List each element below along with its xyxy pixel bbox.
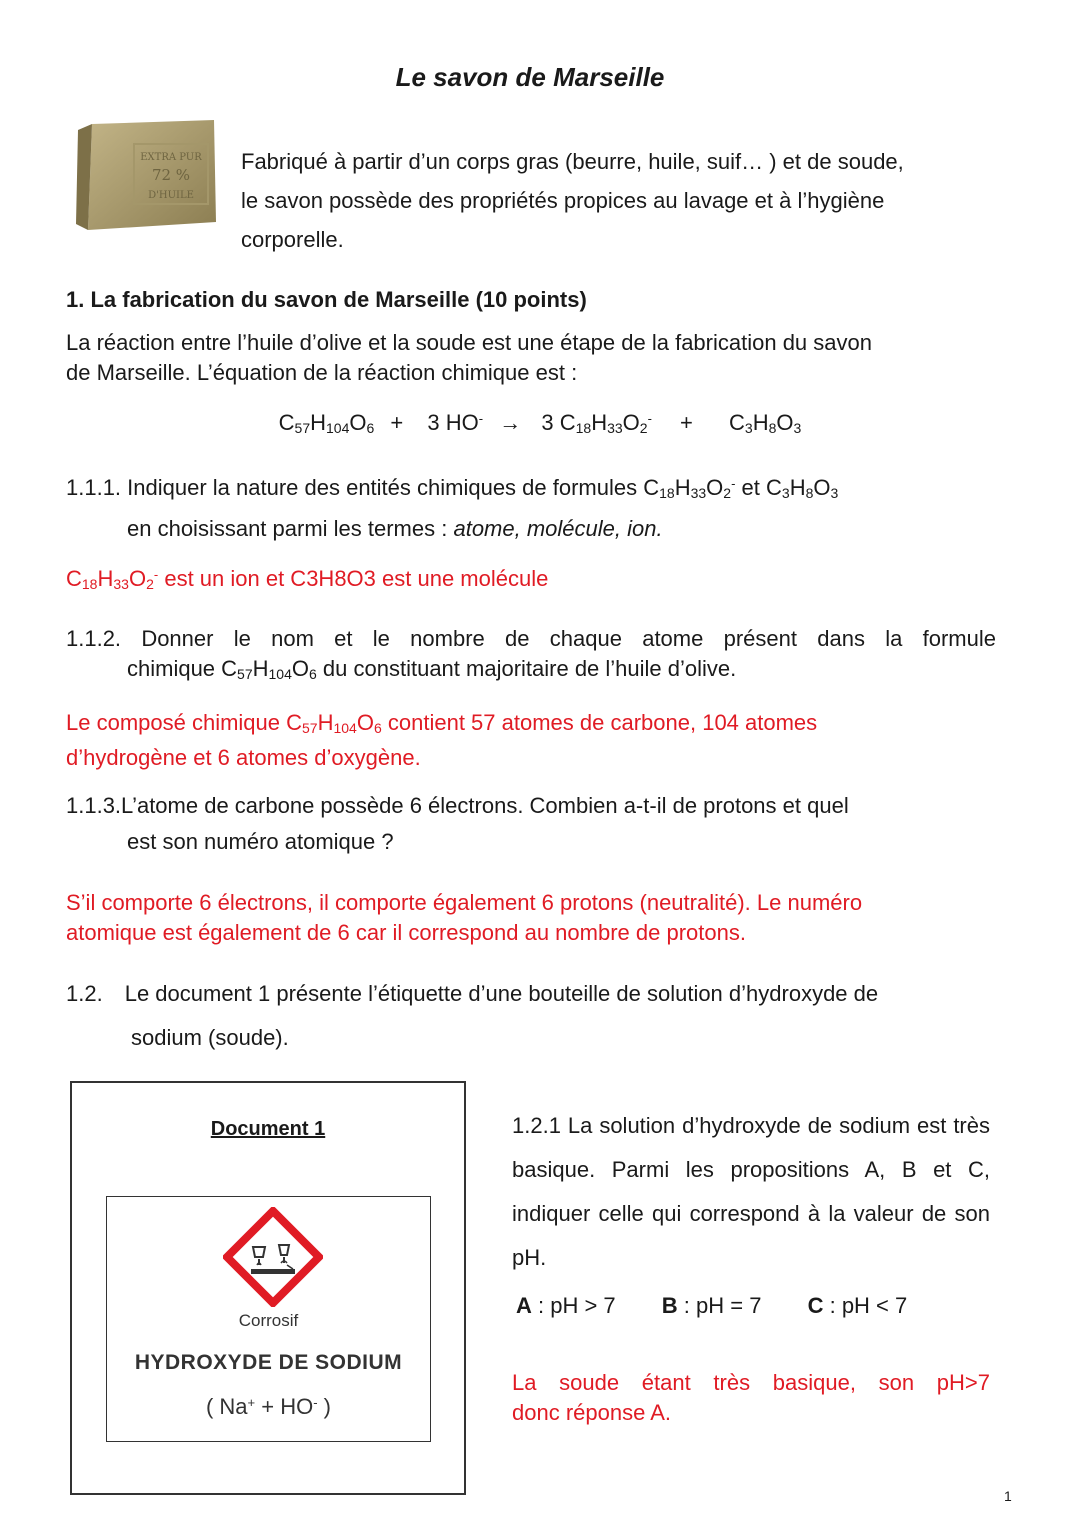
answer-1-1-3: S’il comporte 6 électrons, il comporte également 6 protons (neutralité). Le numéro atomique est également de 6 car il correspond au nombre de protons.	[66, 890, 863, 945]
intro-paragraph: Fabriqué à partir d’un corps gras (beurre, huile, suif… ) et de soude, le savon possède des propriétés propices au lavage et à l’hygiène corporelle.	[241, 149, 904, 252]
answer-1-1-1: $C_{18}H_{33}O_2^-$ est un ion et C3H8O3 est une molécule	[66, 566, 549, 592]
page-title: Le savon de Marseille	[395, 62, 665, 92]
arrow-icon: →	[499, 410, 522, 435]
pictogram-label: Corrosif	[238, 1311, 299, 1330]
soap-text-2: 72 %	[151, 166, 191, 184]
question-1-2-1: 1.2.1 La solution d’hydroxyde de sodium est très basique. Parmi les propositions A, B et C, indiquer celle qui correspond à la valeur de son pH.	[512, 1113, 990, 1270]
soap-image	[74, 114, 222, 232]
ph-choices: A : pH > 7 B : pH = 7 C : pH < 7	[516, 1293, 908, 1318]
section-heading: 1. La fabrication du savon de Marseille (10 points)	[66, 287, 587, 312]
answer-1-1-2: Le composé chimique $C_{57}H_{104}O_6$ contient 57 atomes de carbone, 104 atomes d’hydrogène et 6 atomes d’oxygène.	[66, 710, 818, 770]
eq-reactant-2: 3 HO-	[427, 410, 484, 435]
question-1-1-1: 1.1.1. Indiquer la nature des entités chimiques de formules $C_{18}H_{33}O_2^-$ et $C_3H_8O_3$ en choisissant parmi les termes : atome, molécule, ion.	[66, 475, 839, 541]
corrosive-hazard-icon	[223, 1207, 323, 1307]
page-number: 1	[1004, 1488, 1012, 1504]
question-1-1-2: 1.1.2. Donner le nom et le nombre de chaque atome présent dans la formule chimique $C_{57}H_{104}O_6$ du constituant majoritaire de l’huile d’olive.	[66, 626, 996, 682]
section-intro: La réaction entre l’huile d’olive et la soude est une étape de la fabrication du savon de Marseille. L’équation de la réaction chimique est :	[66, 330, 872, 385]
soap-text-1: EXTRA PUR	[140, 152, 202, 163]
eq-product-2: $C_3H_8O_3$	[729, 410, 802, 436]
product-formula: ( Na+ + HO- )	[205, 1394, 332, 1419]
product-name: HYDROXYDE DE SODIUM	[134, 1351, 403, 1374]
eq-product-1: 3 $C_{18}H_{33}O_2^-$	[541, 410, 652, 436]
question-1-2: 1.2. Le document 1 présente l’étiquette d’une bouteille de solution d’hydroxyde de sodium (soude).	[66, 981, 879, 1050]
soap-text-3: D'HUILE	[148, 190, 194, 201]
eq-reactant-1: $C_{57}H_{104}O_6$	[278, 410, 375, 436]
chemical-equation: $C_{57}H_{104}O_6 + 3$ HO- → 3 $C_{18}H_{33}O_2^- + C_3H_8O_3$	[278, 410, 802, 436]
answer-1-2-1: La soude étant très basique, son pH>7 donc réponse A.	[512, 1370, 990, 1425]
question-1-1-3: 1.1.3.L’atome de carbone possède 6 électrons. Combien a-t-il de protons et quel est son numéro atomique ?	[66, 793, 849, 854]
document-1-title: Document 1	[210, 1118, 326, 1140]
